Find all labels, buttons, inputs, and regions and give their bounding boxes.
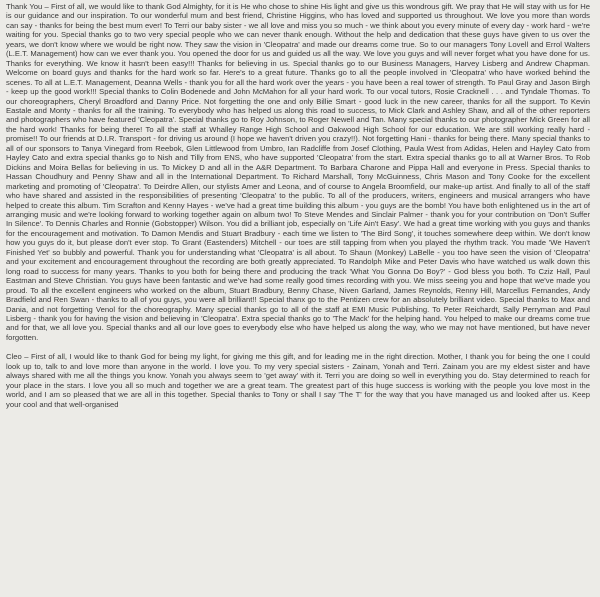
thank-you-paragraph: Thank You – First of all, we would like to thank God Almighty, for it is He who chose to shine His light and give us this wondrous gift. We pray that He will stay with us for He is our guidance and our inspiration. To our wonderful mum and best friend, Christine Higgins, who has loved and supported us throughout. We love you more than words can say - thanks for being the best mum ever! To Terri our baby sister - we all love and miss you so much - we think about you every minute of every day - work hard - we're waiting for you. Special thanks go to two very special people who we can never thank enough. Without the help and dedication that these guys have given to us over the years, we don't know where we would be right now. They saw the vision in 'Cleopatra' and made our dreams come true. So to our managers Tony Lovell and Errol Walters (L.E.T. Management) how can we ever thank you. You opened the door for us and guided us all the way. We love you guys and will never forget what you have done for us. Thanks for everything. We know it hasn't been easy!!! Thanks for believing in us. Special thanks go to our Business Managers, Harvey Lisberg and Andrew Chapman. Welcome on board guys and thanks for the hard work so far. Here's to a great future. Thanks go to all the people involved in 'Cleopatra' who have worked behind the scenes. To all at L.E.T. Management, Deanna Wells - thank you for all the hard work over the years - you have been a real tower of strength. To Paul Gray and Jason Birgh - keep up the good work!!! Special thanks to Colin Bodenede and John McMahon for all your hard work. To our vocal tutors, Rosie Cracknell . . . and Tyndale Thomas. To our choreographers, Cheryl Broadford and Danny Price. Not forgetting the one and only Billie Smart - good luck in the new career, thanks for all the support. To Kevin Eastale and Monty - thanks for all the training. To everybody who has helped us along this road to success, to Mick Clark and Ashley Shaw, and all of the other reporters and photographers who have featured 'Cleopatra'. Special thanks go to Roy Johnson, to Roger Newell and Tan. Many special thanks to our photographer Mick Green for all the hard work! Thanks for being there! To all the staff at Whalley Range High School and Oakwood High School for our education. We are still working really hard - promise!! To our friends at D.I.R. Transport - for driving us around (I hope we haven't driven you crazy!!). Not forgetting Hani - thanks for being there. Many special thanks to all of our sponsors to Tanya Vinegard from Reebok, Glen Littlewood from Umbro, Ian Radcliffe from Josef Clothing, Paula West from Adidas, Helen and Hayley Cato from Hayley Cato and extra special thanks go to Nish and Tilly from ENS, who have supported 'Cleopatra' from the start. Extra special thanks go to all at Warner Bros. To Rob Dickins and Moira Bellas for believing in us. To Mickey D and all in the A&R Department. To Barbara Charone and Pippa Hall and everyone in Press. Special thanks to Hassan Choudhury and Penny Shaw and all in the International Department. To Richard Marshall, Tony McGuinness, Chris Mason and Tony Cooke for the excellent marketing and promoting of 'Cleopatra'. To Deirdre Allen, our stylists Amer and Leona, and of course to Angela Broomfield, our make-up artist. And finally to all of the staff who have shared and assisted in the responsibilities of presenting 'Cleopatra' to the public. To all of the producers, writers, engineers and musical arrangers who have helped to create this album. Tim Scrafton and Kenny Hayes - we've had a great time building this album - you guys are the bomb! You have both enlightened us in the art of arranging music and we're looking forward to working together again on album two! To Steve Mendes and Sinclair Palmer - thank you for your contribution on 'Don't Suffer In Silence'. To Dennis Charles and Ronnie (Gobstopper) Wilson. You did a brilliant job, especially on 'Life Ain't Easy'. We had a great time working with you guys and thanks for the encouragement and motivation. To Damon Mendis and Stuart Bradbury - each time we listen to 'The Bird Song', it touches somewhere deep within. We don't know how you guys do it, but please don't ever stop. To Grant (Eastenders) Mitchell - our toes are still tapping from when you played the rhythm track. You made 'We Haven't Finished Yet' so bubbly and powerful. Thank you for understanding what 'Cleopatra' is all about. To Shaun (Monkey) LaBelle - you too have seen the vision of 'Cleopatra' and your excitement and encouragement throughout the recording are both greatly appreciated. To Randolph Mike and Peter Davis who have watched us walk down this long road to success for many years. Thanks to you both for being there and producing the track 'What You Gonna Do Boy?' - God bless you both. To Cziz Hall, Paul Eastman and Steve Christian. You guys have been fantastic and we've had some really good times recording with you. We miss seeing you and hope that we've made you proud. To all the excellent engineers who worked on the album, Stuart Bradbury, Benny Chase, Niven Garland, James Reynolds, Renny Hill, Marcellus Fernandes, Andy Bradfield and Ren Swan - thanks to all of you guys, you were all brilliant!! Special thanx go to the Pentizen crew for an absolutely brilliant video. Special thanks to Max and Dania, and not forgetting Venol for the choreography. Many special thanks go to all of the staff at EMI Music Publishing. To Peter Reichardt, Sally Perryman and Paul Lisberg - thank you for having the vision and believing in 'Cleopatra'. Extra special thanks go to 'The Mack' for the helping hand. You helped to make our dreams come true and for that, we all love you. Special thanks and all our love goes to everybody else who have helped us along the way, who we may not have mentioned, but have never forgotten. — [6, 2, 590, 342]
cleo-paragraph: Cleo – First of all, I would like to thank God for being my light, for giving me this gift, and for leading me in the right direction. Mother, I thank you for being the one I could look up to, talk to and love more than anyone in the world. I love you. To my very special sisters - Zainam, Yonah and Terri. Zainam you are my eldest sister and have always shared with me all the things you know. Yonah you always seem to 'get away' with it. Terri you are doing so well in everything you do. Stay determined to reach for your place in the stars. I love you all so much and together we are a great team. The greatest part of this huge success is working with the people you love most in the world, and I am so pleased that we are all in this together. Special thanks to Tony or shall I say 'The T' for the way that you have managed us and looked after us. Keep your cool and that well-organised — [6, 352, 590, 409]
